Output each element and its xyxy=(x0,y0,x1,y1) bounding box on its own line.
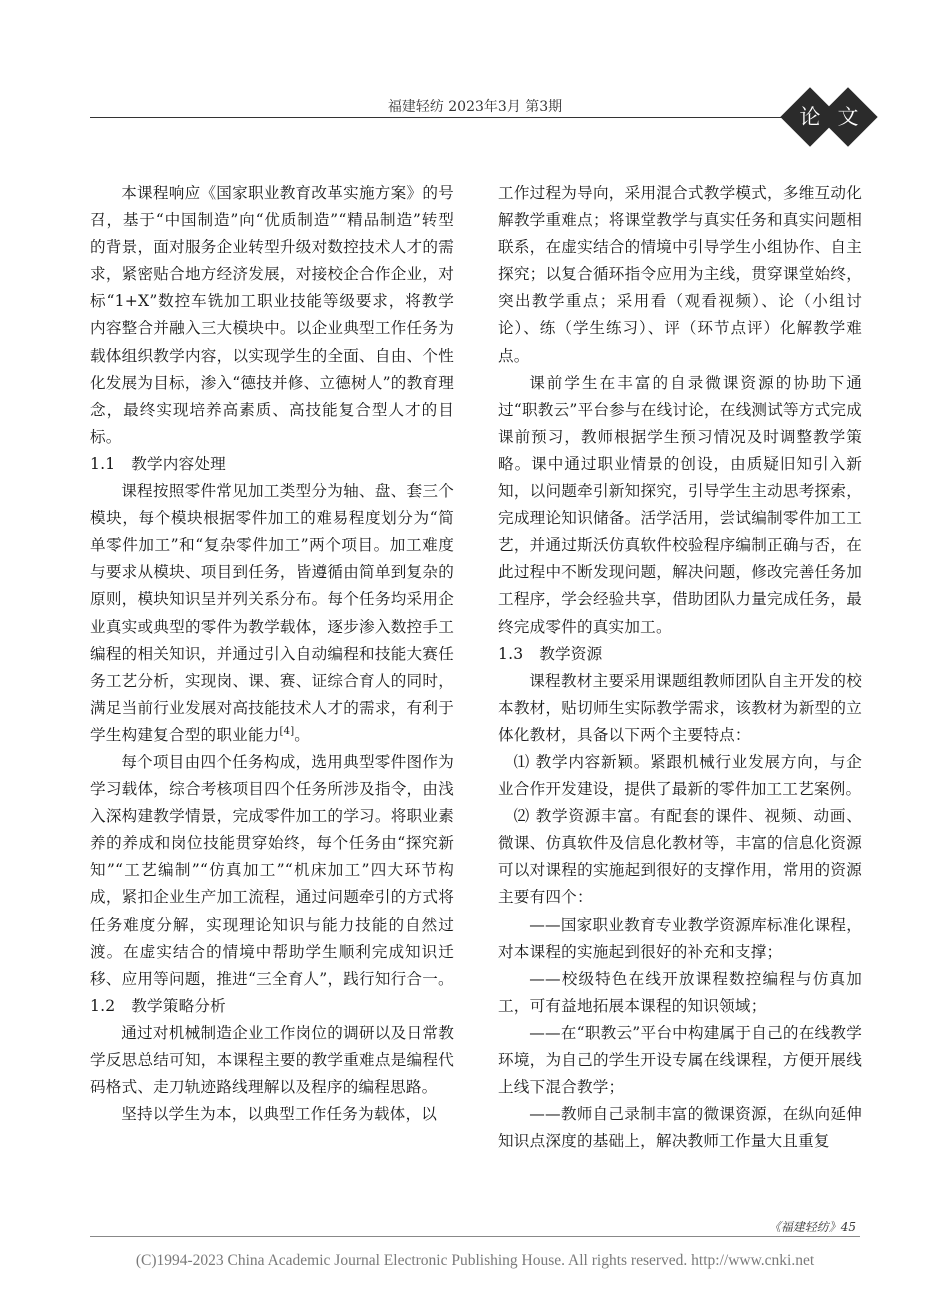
section-heading-1-1: 1.1 教学内容处理 xyxy=(90,454,226,473)
list-item: ——国家职业教育专业教学资源库标准化课程，对本课程的实施起到很好的补充和支撑； xyxy=(498,915,862,961)
paragraph: 坚持以学生为本，以典型工作任务为载体，以 xyxy=(121,1105,438,1124)
journal-header: 福建轻纺 2023年3月 第3期 xyxy=(387,99,563,115)
left-column xyxy=(90,180,454,1128)
citation-ref: [4] xyxy=(279,725,295,737)
list-item: ⑴ 教学内容新颖。紧跟机械行业发展方向，与企业合作开发建设，提供了最新的零件加工工艺案例。 xyxy=(498,752,862,799)
list-item: ——在“职教云”平台中构建属于自己的在线教学环境，为自己的学生开设专属在线课程，方便开展线上线下混合教学； xyxy=(498,1023,862,1097)
list-item: ——校级特色在线开放课程数控编程与仿真加工，可有益地拓展本课程的知识领域； xyxy=(498,969,862,1015)
right-column xyxy=(498,180,862,1155)
paragraph: 每个项目由四个任务构成，选用典型零件图作为学习载体，综合考核项目四个任务所涉及指令，由浅入深构建教学情景，完成零件加工的学习。将职业素养的养成和岗位技能贯穿始终，每个任务由“探究新知”“工艺编制”“仿真加工”“机床加工”四大环节构成，紧扣企业生产加工流程，通过问题牵引的方式将任务难度分解，实现理论知识与能力技能的自然过渡。在虚实结合的情境中帮助学生顺利完成知识迁移、应用等问题，推进“三全育人”，践行知行合一。 xyxy=(90,752,454,988)
paragraph: 课程教材主要采用课题组教师团队自主开发的校本教材，贴切师生实际教学需求，该教材为新型的立体化教材，具备以下两个主要特点： xyxy=(498,671,862,744)
copyright-watermark: (C)1994-2023 China Academic Journal Electronic Publishing House. All rights reserved. http://www.cnki.net xyxy=(135,1252,815,1269)
section-heading-1-3: 1.3 教学资源 xyxy=(498,644,603,663)
paragraph-end: 。 xyxy=(294,725,311,744)
paragraph xyxy=(90,478,454,749)
list-item: ⑵ 教学资源丰富。有配套的课件、视频、动画、微课、仿真软件及信息化教材等，丰富的信息化资源可以对课程的实施起到很好的支撑作用，常用的资源主要有四个： xyxy=(498,807,862,907)
paragraph: 本课程响应《国家职业教育改革实施方案》的号召，基于“中国制造”向“优质制造”“精品制造”转型的背景，面对服务企业转型升级对数控技术人才的需求，紧密贴合地方经济发展，对接校企合作企业，对标“1+X”数控车铣加工职业技能等级要求，将教学内容整合并融入三大模块中。以企业典型工作任务为载体组织教学内容，以实现学生的全面、自由、个性化发展为目标，渗入“德技并修、立德树人”的教育理念，最终实现培养高素质、高技能复合型人才的目标。 xyxy=(90,184,454,446)
list-item: ——教师自己录制丰富的微课资源，在纵向延伸知识点深度的基础上，解决教师工作量大且重复 xyxy=(498,1105,862,1151)
section-badge-char-1: 论 xyxy=(799,105,821,129)
section-badge-char-2: 文 xyxy=(837,105,859,129)
paragraph-text: 课程按照零件常见加工类型分为轴、盘、套三个模块，每个模块根据零件加工的难易程度划分为“简单零件加工”和“复杂零件加工”两个项目。加工难度与要求从模块、项目到任务，皆遵循由简单到复杂的原则，模块知识呈并列关系分布。每个任务均采用企业真实或典型的零件为教学载体，逐步渗入数控手工编程的相关知识，并通过引入自动编程和技能大赛任务工艺分析，实现岗、课、赛、证综合育人的同时，满足当前行业发展对高技能技术人才的需求，有利于学生构建复合型的职业能力 xyxy=(90,482,454,744)
paragraph: 工作过程为导向，采用混合式教学模式，多维互动化解教学重难点；将课堂教学与真实任务和真实问题相联系，在虚实结合的情境中引导学生小组协作、自主探究；以复合循环指令应用为主线，贯穿课堂始终，突出教学重点；采用看（观看视频）、论（小组讨论）、练（学生练习）、评（环节点评）化解教学难点。 xyxy=(498,184,862,365)
paragraph: 通过对机械制造企业工作岗位的调研以及日常教学反思总结可知，本课程主要的教学重难点是编程代码格式、走刀轨迹路线理解以及程序的编程思路。 xyxy=(90,1023,454,1097)
footer-rule xyxy=(90,1236,860,1237)
page-folio: 《福建轻纺》45 xyxy=(768,1220,856,1234)
paragraph: 课前学生在丰富的自录微课资源的协助下通过“职教云”平台参与在线讨论，在线测试等方式完成课前预习，教师根据学生预习情况及时调整教学策略。课中通过职业情景的创设，由质疑旧知引入新知，以问题牵引新知探究，引导学生主动思考探索，完成理论知识储备。活学活用，尝试编制零件加工工艺，并通过斯沃仿真软件校验程序编制正确与否，在此过程中不断发现问题，解决问题，修改完善任务加工程序，学会经验共享，借助团队力量完成任务，最终完成零件的真实加工。 xyxy=(498,373,862,636)
section-heading-1-2: 1.2 教学策略分析 xyxy=(90,996,226,1015)
header-rule xyxy=(90,117,790,118)
